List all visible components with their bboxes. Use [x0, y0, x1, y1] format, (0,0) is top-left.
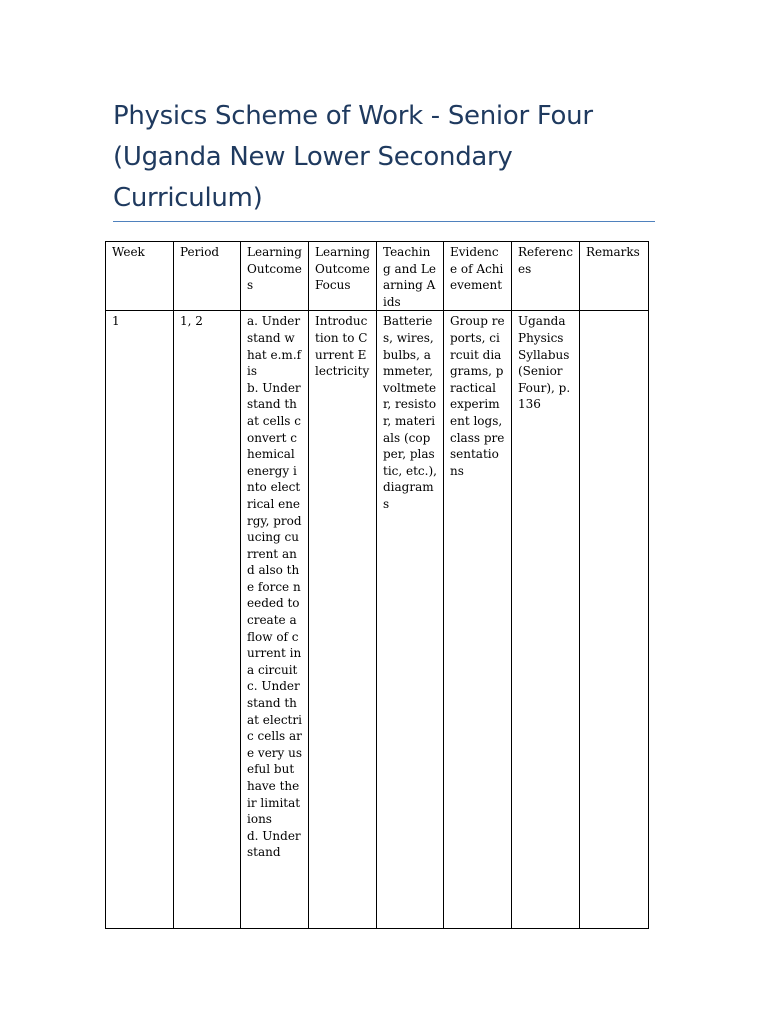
learning-outcome-b: b. Understand that cells convert chemical energy into electrical energy, producing current and also the force needed to create a flow of current in a circuit [247, 380, 302, 677]
cell-week: 1 [106, 311, 174, 929]
title-line-2: (Uganda New Lower Secondary [113, 142, 513, 172]
header-teaching-learning-aids: Teaching and Learning Aids [377, 242, 444, 311]
table-header-row [106, 242, 649, 311]
page-title [113, 96, 673, 219]
header-learning-outcomes: Learning Outcomes [241, 242, 309, 311]
learning-outcome-c: c. Understand that electric cells are very useful but have their limitations [247, 679, 303, 827]
learning-outcome-a: a. Understand what e.m.f is [247, 314, 302, 379]
cell-learning-outcomes [241, 311, 309, 929]
header-references: References [512, 242, 580, 311]
cell-teaching-learning-aids: Batteries, wires, bulbs, ammeter, voltmeter, resistor, materials (copper, plastic, etc.), diagrams [377, 311, 444, 929]
learning-outcome-d: d. Understand [247, 828, 301, 860]
title-line-1: Physics Scheme of Work - Senior Four [113, 101, 593, 131]
header-period: Period [174, 242, 241, 311]
header-remarks: Remarks [580, 242, 649, 311]
title-line-3: Curriculum) [113, 183, 263, 213]
cell-references: Uganda Physics Syllabus (Senior Four), p.136 [512, 311, 580, 929]
cell-learning-outcome-focus: Introduction to Current Electricity [309, 311, 377, 929]
header-week: Week [106, 242, 174, 311]
cell-remarks [580, 311, 649, 929]
cell-evidence-of-achievement: Group reports, circuit diagrams, practical experiment logs, class presentations [444, 311, 512, 929]
header-learning-outcome-focus: Learning Outcome Focus [309, 242, 377, 311]
cell-period: 1, 2 [174, 311, 241, 929]
table-row [106, 311, 649, 929]
title-divider [113, 221, 655, 222]
header-evidence-of-achievement: Evidence of Achievement [444, 242, 512, 311]
scheme-of-work-table [105, 241, 649, 929]
